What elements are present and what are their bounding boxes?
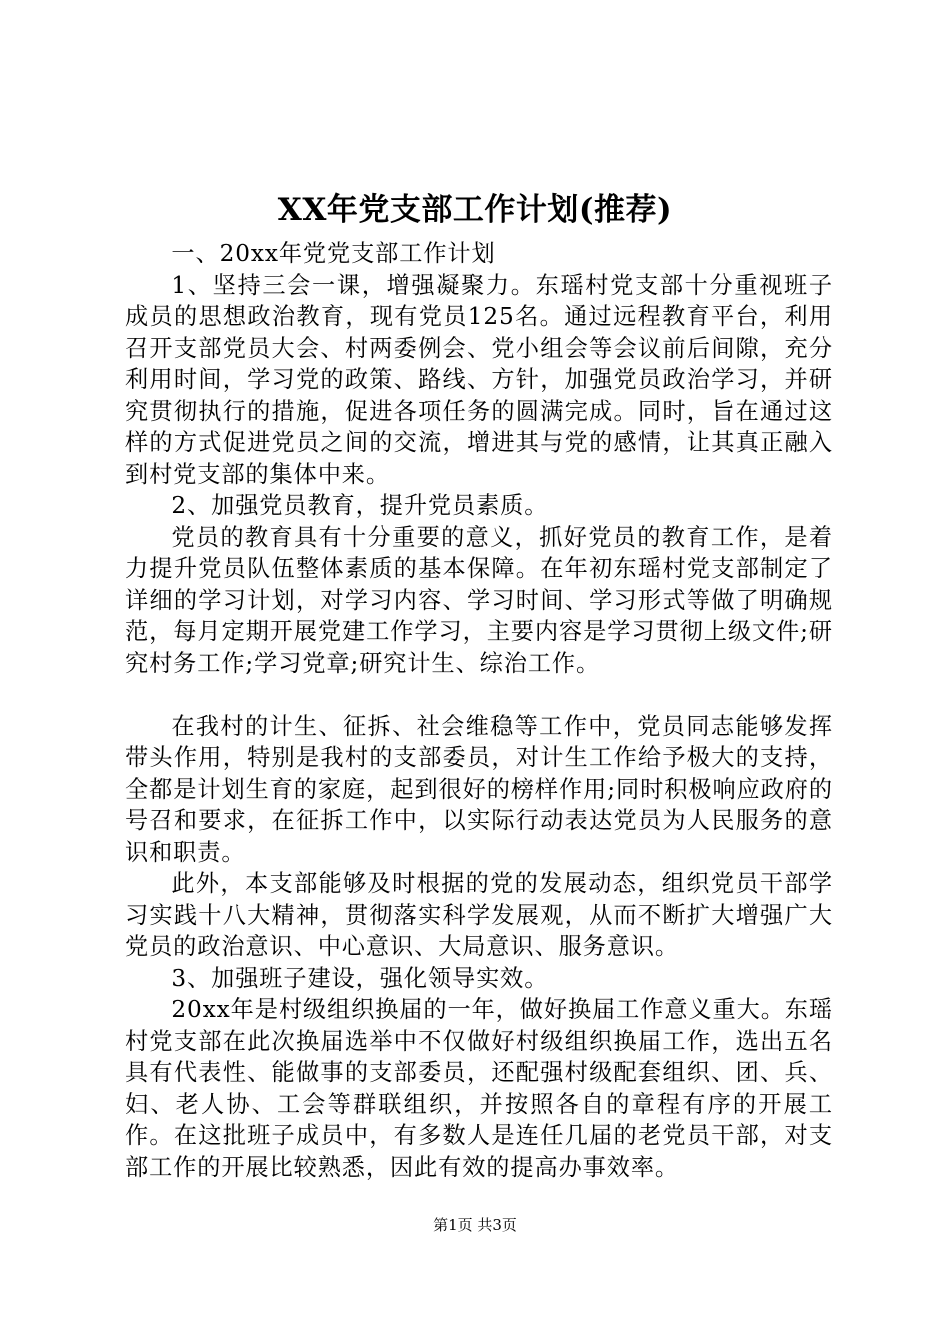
subheading-3: 3、加强班子建设，强化领导实效。 bbox=[171, 964, 549, 992]
section-heading-1: 一、20xx年党党支部工作计划 bbox=[171, 240, 496, 267]
paragraph-5: 20xx年是村级组织换届的一年，做好换届工作意义重大。东瑶村党支部在此次换届选举中不仅做好村级组织换届工作，选出五名具有代表性、能做事的支部委员，还配强村级配套组织、团、兵、妇、老人协、工会等群联组织，并按照各自的章程有序的开展工作。在这批班子成员中，有多数人是连任几届的老党员干部，对支部工作的开展比较熟悉，因此有效的提高办事效率。 bbox=[125, 996, 833, 1181]
document-title: XX年党支部工作计划(推荐) bbox=[277, 192, 673, 228]
subheading-2: 2、加强党员教育，提升党员素质。 bbox=[171, 492, 549, 519]
page-number-footer: 第1页 共3页 bbox=[433, 1216, 517, 1234]
paragraph-2: 党员的教育具有十分重要的意义，抓好党员的教育工作，是着力提升党员队伍整体素质的基本保障。在年初东瑶村党支部制定了详细的学习计划，对学习内容、学习时间、学习形式等做了明确规范，每月定期开展党建工作学习，主要内容是学习贯彻上级文件;研究村务工作;学习党章;研究计生、综治工作。 bbox=[125, 523, 833, 677]
paragraph-1: 1、坚持三会一课，增强凝聚力。东瑶村党支部十分重视班子成员的思想政治教育，现有党员125名。通过远程教育平台，利用召开支部党员大会、村两委例会、党小组会等会议前后间隙，充分利用时间，学习党的政策、路线、方针，加强党员政治学习，并研究贯彻执行的措施，促进各项任务的圆满完成。同时，旨在通过这样的方式促进党员之间的交流，增进其与党的感情，让其真正融入到村党支部的集体中来。 bbox=[125, 271, 833, 488]
document-body bbox=[125, 238, 833, 1183]
paragraph-3: 在我村的计生、征拆、社会维稳等工作中，党员同志能够发挥带头作用，特别是我村的支部委员，对计生工作给予极大的支持，全都是计划生育的家庭，起到很好的榜样作用;同时积极响应政府的号召和要求，在征拆工作中，以实际行动表达党员为人民服务的意识和职责。 bbox=[125, 712, 833, 866]
paragraph-4: 此外，本支部能够及时根据的党的发展动态，组织党员干部学习实践十八大精神，贯彻落实科学发展观，从而不断扩大增强广大党员的政治意识、中心意识、大局意识、服务意识。 bbox=[125, 870, 833, 960]
